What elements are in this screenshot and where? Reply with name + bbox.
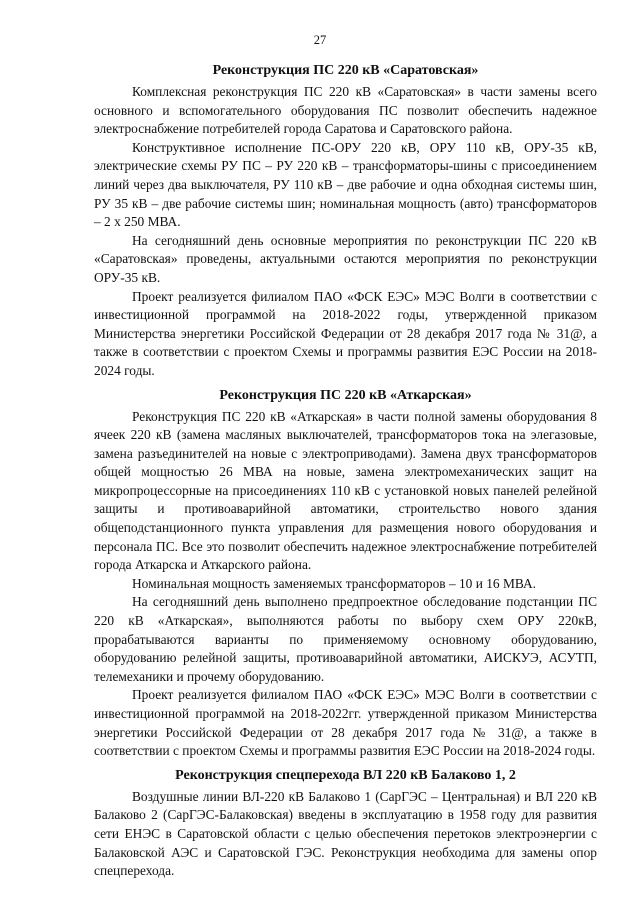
paragraph: Комплексная реконструкция ПС 220 кВ «Саратовская» в части замены всего основного и вспомогательного оборудования ПС позволит обеспечить надежное электроснабжение потребителей города Саратова и Саратовского района. — [94, 84, 597, 137]
section-saratovskaya — [94, 62, 597, 381]
section-title: Реконструкция ПС 220 кВ «Аткарская» — [219, 387, 472, 403]
section-title: Реконструкция спецперехода ВЛ 220 кВ Балаково 1, 2 — [175, 767, 516, 783]
document-body — [94, 62, 597, 887]
paragraph: Проект реализуется филиалом ПАО «ФСК ЕЭС» МЭС Волги в соответствии с инвестиционной программой на 2018-2022гг. утвержденной приказом Министерства энергетики Российской Федерации от 28 декабря 2017 года № 31@, а также в соответствии с проектом Схемы и программы развития ЕЭС России на 2018-2024 годы. — [94, 687, 597, 759]
paragraph: Проект реализуется филиалом ПАО «ФСК ЕЭС» МЭС Волги в соответствии с инвестиционной программой на 2018-2022 годы, утвержденной приказом Министерства энергетики Российской Федерации от 28 декабря 2017 года № 31@, а также в соответствии с проектом Схемы и программы развития ЕЭС России на 2018-2024 годы. — [94, 288, 597, 378]
section-title: Реконструкция ПС 220 кВ «Саратовская» — [212, 63, 479, 78]
paragraph: Воздушные линии ВЛ-220 кВ Балаково 1 (СарГЭС – Центральная) и ВЛ 220 кВ Балаково 2 (СарГЭС-Балаковская) введены в эксплуатацию в 1958 году для развития сети ЕНЭС в Саратовской области с целью обеспечения перетоков электроэнергии с Балаковской АЭС и Саратовской ГЭС. Реконструкция необходима для замены опор спецперехода. — [94, 788, 597, 879]
paragraph: На сегодняшний день основные мероприятия по реконструкции ПС 220 кВ «Саратовская» проведены, актуальными остаются мероприятия по реконструкции ОРУ-35 кВ. — [94, 232, 597, 285]
paragraph: Конструктивное исполнение ПС-ОРУ 220 кВ, ОРУ 110 кВ, ОРУ-35 кВ, электрические схемы РУ ПС – РУ 220 кВ – трансформаторы-шины с присоединением линий через два выключателя, РУ 110 кВ – две рабочие и одна обходная системы шин, РУ 35 кВ – две рабочие системы шин; номинальная мощность (авто) трансформаторов – 2 х 250 МВА. — [94, 139, 597, 230]
section-balakovo-crossing — [94, 767, 597, 881]
section-atkarskaya — [94, 387, 597, 761]
page-number: 27 — [313, 33, 327, 47]
paragraph: На сегодняшний день выполнено предпроектное обследование подстанции ПС 220 кВ «Аткарская», выполняются работы по выбору схем ОРУ 220кВ, прорабатываются варианты по применяемому основному оборудованию, оборудованию релейной защиты, противоаварийной автоматики, АИСКУЭ, АСУТП, телемеханики и прочему оборудованию. — [94, 594, 597, 684]
paragraph: Номинальная мощность заменяемых трансформаторов – 10 и 16 МВА. — [132, 575, 536, 591]
paragraph: Реконструкция ПС 220 кВ «Аткарская» в части полной замены оборудования 8 ячеек 220 кВ (замена масляных выключателей, трансформаторов тока на элегазовые, замена разъединителей на новые с электроприводами). Замена двух трансформаторов общей мощностью 26 МВА на новые, замена электромеханических защит на микропроцессорные на присоединениях 110 кВ с установкой новых панелей релейной защиты и противоаварийной автоматики, строительство нового здания общеподстанционного пункта управления для размещения нового оборудования и персонала ПС. Все это позволит обеспечить надежное электроснабжение потребителей города Аткарска и Аткарского района. — [94, 408, 597, 573]
